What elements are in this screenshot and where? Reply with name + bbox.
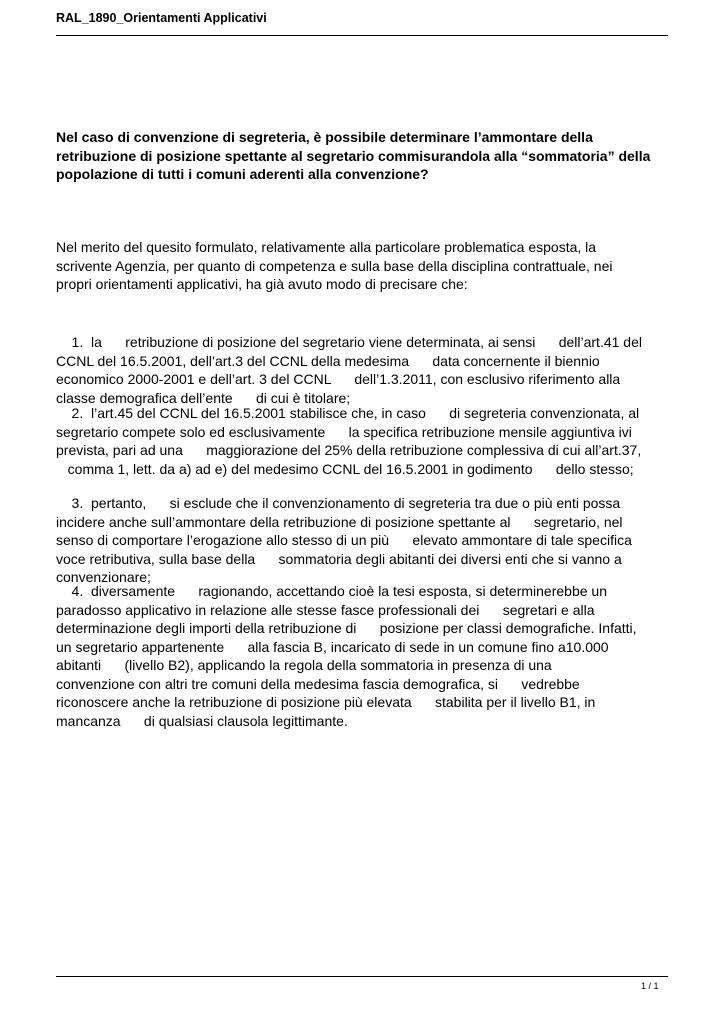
list-item-line: comma 1, lett. da a) ad e) del medesimo CCNL del 16.5.2001 in godimento dello stesso; <box>56 460 634 477</box>
list-item-2 <box>56 404 676 478</box>
list-item-1 <box>56 333 676 407</box>
list-item-line: abitanti (livello B2), applicando la regola della sommatoria in presenza di una <box>56 657 552 673</box>
intro-paragraph <box>56 238 676 294</box>
document-title: RAL_1890_Orientamenti Applicativi <box>56 11 267 25</box>
list-item-line: segretario compete solo ed esclusivamente la specifica retribuzione mensile aggiuntiva ivi <box>56 423 632 440</box>
list-item-line: un segretario appartenente alla fascia B, incaricato di sede in un comune fino a10.000 <box>56 638 609 655</box>
question-line: Nel caso di convenzione di segreteria, è possibile determinare l’ammontare della <box>56 129 593 145</box>
list-item-line: 3. pertanto, si esclude che il convenzionamento di segreteria tra due o più enti possa <box>56 495 621 511</box>
list-item-line: economico 2000-2001 e dell’art. 3 del CCNL dell’1.3.2011, con esclusivo riferimento alla <box>56 371 621 387</box>
question-line: popolazione di tutti i comuni aderenti alla convenzione? <box>56 166 429 182</box>
list-item-line: 2. l’art.45 del CCNL del 16.5.2001 stabilisce che, in caso di segreteria convenzionata, al <box>56 405 640 421</box>
list-item-3 <box>56 494 676 587</box>
list-item-line: convenzione con altri tre comuni della medesima fascia demografica, si vedrebbe <box>56 675 580 692</box>
list-item-line: 1. la retribuzione di posizione del segretario viene determinata, ai sensi dell’art.41 del <box>56 334 642 350</box>
list-item-line: 4. diversamente ragionando, accettando cioè la tesi esposta, si determinerebbe un <box>56 583 607 599</box>
list-item-line: mancanza di qualsiasi clausola legittimante. <box>56 712 348 729</box>
list-item-line: classe demografica dell’ente di cui è titolare; <box>56 389 351 406</box>
intro-line: propri orientamenti applicativi, ha già avuto modo di precisare che: <box>56 276 468 292</box>
list-item-line: senso di comportare l’erogazione allo stesso di un più elevato ammontare di tale specifica <box>56 532 632 548</box>
list-item-line: paradosso applicativo in relazione alle stesse fasce professionali dei segretari e alla <box>56 601 595 618</box>
list-item-line: riconoscere anche la retribuzione di posizione più elevata stabilita per il livello B1, in <box>56 694 596 710</box>
question-line: retribuzione di posizione spettante al segretario commisurandola alla “sommatoria” della <box>56 147 651 164</box>
header-divider <box>56 35 668 36</box>
question-paragraph <box>56 128 676 184</box>
page-number: 1 / 1 <box>641 981 659 991</box>
list-item-line: incidere anche sull’ammontare della retribuzione di posizione spettante al segretario, nel <box>56 513 623 530</box>
list-item-line: prevista, pari ad una maggiorazione del 25% della retribuzione complessiva di cui all’art.37, <box>56 442 642 458</box>
list-item-line: determinazione degli importi della retribuzione di posizione per classi demografiche. Infatti, <box>56 620 637 636</box>
list-item-line: convenzionare; <box>56 569 151 585</box>
list-item-line: voce retributiva, sulla base della sommatoria degli abitanti dei diversi enti che si vanno a <box>56 550 622 567</box>
intro-line: Nel merito del quesito formulato, relativamente alla particolare problematica esposta, la <box>56 239 597 255</box>
footer-divider <box>56 976 668 977</box>
list-item-4 <box>56 582 676 730</box>
intro-line: scrivente Agenzia, per quanto di competenza e sulla base della disciplina contrattuale, nei <box>56 257 613 274</box>
list-item-line: CCNL del 16.5.2001, dell’art.3 del CCNL della medesima data concernente il biennio <box>56 352 600 369</box>
